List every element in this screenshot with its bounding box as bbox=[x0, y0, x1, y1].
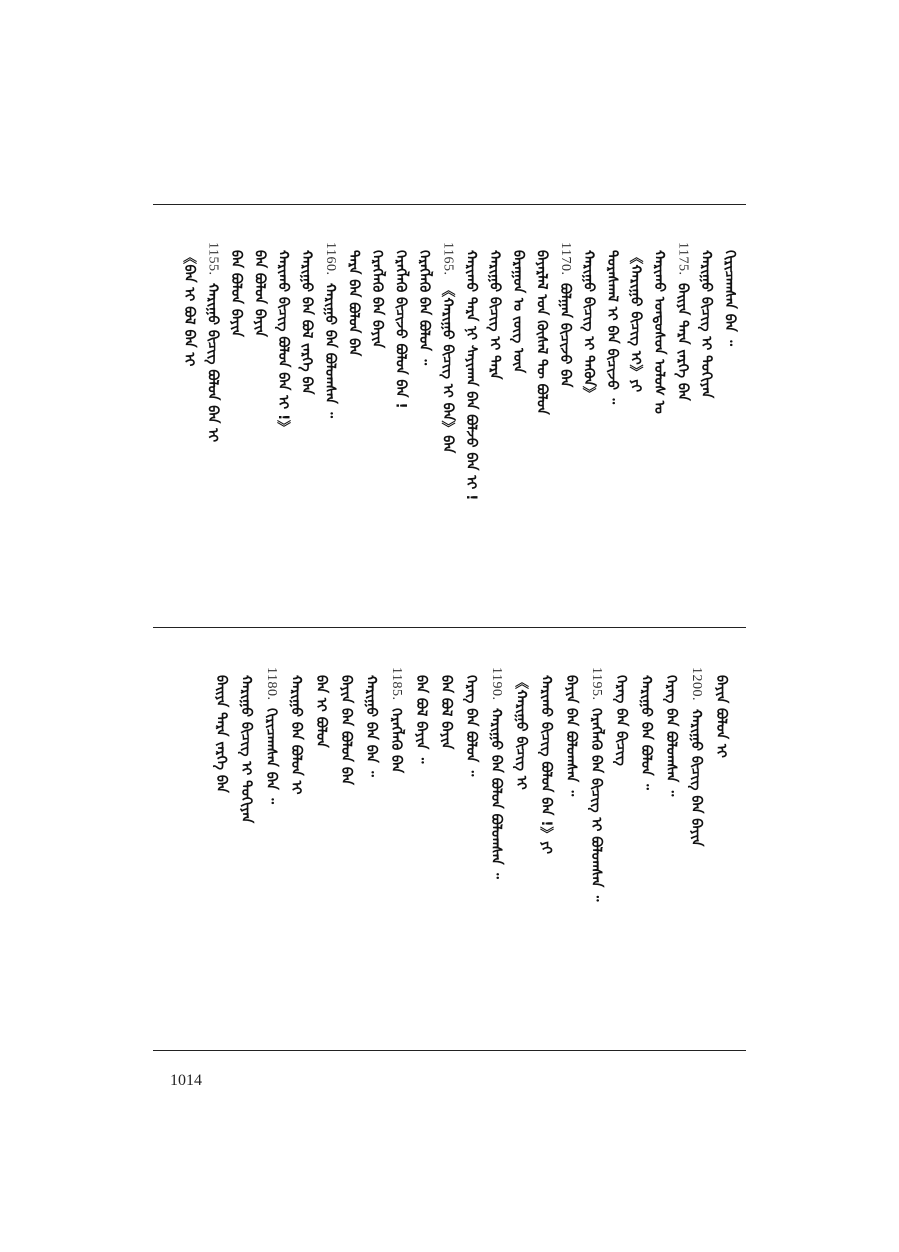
verse-line bbox=[360, 667, 382, 777]
line-text: ᠬᠡᠷᠡᠭᠯᠡᠬᠦ ᠪᠢᠴᠢᠵᠦ ᠪᠣᠯᠤᠨ ᠪᠡᠨ ! bbox=[392, 250, 409, 409]
verse-line bbox=[560, 667, 582, 796]
page-number: 1014 bbox=[170, 1072, 202, 1089]
line-text: ᠬᠠᠷᠢᠭᠤ ᠪᠠᠨ ᠪᠣᠯᠤᠭᠰᠠᠨ ᠃ bbox=[322, 283, 338, 419]
bottom-divider bbox=[153, 1050, 746, 1051]
verse-block-top bbox=[182, 242, 742, 614]
line-text: ᠪᠠᠷᠠᠭᠤᠨ ᠤ ᠵᠦᠭ ᠦᠨ bbox=[510, 250, 526, 374]
line-text: ᠬᠡᠷᠡᠭᠯᠡᠬᠦ ᠪᠠᠨ ᠪᠠᠶᠢᠨ bbox=[369, 250, 385, 349]
line-text: ᠬᠠᠷᠢᠭᠤ ᠪᠠᠨ ᠪᠣᠯᠤᠨ ᠃ bbox=[638, 675, 654, 790]
line-text: 《ᠪᠠᠨ ᠢ ᠪᠣᠯ ᠪᠠᠨ ᠢ bbox=[181, 250, 197, 367]
line-text: ᠪᠠᠨ ᠢ ᠪᠣᠯᠤᠨ bbox=[313, 675, 329, 748]
verse-line bbox=[625, 242, 647, 392]
verse-line bbox=[648, 242, 670, 414]
line-text: ᠪᠠᠶᠢᠨ ᠪᠣᠯᠤᠨ ᠢ bbox=[713, 675, 729, 758]
verse-line bbox=[460, 667, 482, 776]
verse-line bbox=[202, 242, 224, 443]
line-text: ᠬᠢᠷᠢᠴᠠᠭᠰᠠᠨ ᠪᠡᠨ ᠃ bbox=[263, 708, 279, 805]
verse-line bbox=[585, 667, 607, 902]
verse-line bbox=[319, 242, 341, 418]
verse-line bbox=[178, 242, 200, 366]
verse-line bbox=[554, 242, 576, 388]
line-text: ᠬᠠᠷᠢᠭᠤ ᠪᠢᠴᠢᠭ ᠪᠣᠯᠤᠨ ᠪᠡᠨ ᠢ bbox=[204, 283, 221, 443]
verse-line bbox=[685, 667, 707, 846]
verse-line bbox=[695, 242, 717, 398]
verse-line bbox=[719, 242, 741, 346]
verse-line bbox=[660, 667, 682, 796]
line-text: 《ᠬᠠᠷᠢᠭᠤ ᠪᠢᠴᠢᠭ ᠢ ᠪᠠᠨ》ᠪᠠᠨ bbox=[439, 283, 456, 454]
verse-line bbox=[535, 667, 557, 854]
line-number: 1170. bbox=[558, 242, 573, 276]
line-number: 1185. bbox=[389, 667, 404, 701]
line-text: ᠲᠡᠷᠡ ᠪᠠᠨ ᠪᠣᠯᠤᠨ ᠪᠠᠨ bbox=[345, 250, 362, 357]
line-text: ᠬᠡᠷᠡᠭ ᠪᠠᠨ ᠪᠣᠯᠤᠨ ᠃ bbox=[463, 675, 479, 777]
line-text: ᠪᠠᠨ ᠪᠣᠯᠤᠨ ᠪᠠᠶᠢᠨ bbox=[228, 250, 244, 338]
line-text: ᠪᠠᠨ ᠪᠣᠯ ᠪᠠᠶᠢᠨ ᠃ bbox=[413, 675, 429, 764]
line-text: ᠳᠤᠷᠠᠰᠬᠠᠯ ᠢ ᠪᠡᠨ ᠪᠢᠴᠢᠵᠦ ᠃ bbox=[604, 250, 620, 405]
line-text: ᠪᠠᠢᠶᠠ ᠲᠡᠷᠡ ᠵᠡᠷᠭᠡ ᠪᠠᠨ bbox=[213, 675, 229, 793]
verse-block-bottom bbox=[205, 667, 735, 1037]
line-number: 1165. bbox=[440, 242, 456, 276]
verse-line bbox=[507, 242, 529, 373]
line-text: ᠬᠠᠷᠢᠭᠤ ᠪᠢᠴᠢᠭ ᠢ ᠳᠤᠬᠢᠶᠠᠨ bbox=[238, 675, 254, 824]
middle-divider bbox=[153, 627, 746, 628]
line-number: 1180. bbox=[264, 667, 279, 701]
line-text: ᠬᠠᠷᠢᠭᠤ ᠪᠢᠴᠢᠭ ᠢ ᠳᠤᠬᠢᠶᠠᠨ bbox=[698, 250, 714, 399]
line-number: 1175. bbox=[675, 242, 691, 276]
line-text: ᠪᠠᠶᠠᠷᠯᠠᠯ ᠤᠨ ᠬᠦᠰᠡᠯ ᠲᠦ ᠪᠤᠯᠤᠨ bbox=[533, 250, 550, 415]
verse-line bbox=[710, 667, 732, 758]
verse-line bbox=[272, 242, 294, 435]
verse-line bbox=[260, 667, 282, 804]
line-text: ᠬᠡᠷᠡᠭᠯᠡᠬᠦ ᠪᠠᠨ ᠪᠢᠴᠢᠭ ᠢ ᠪᠣᠯᠤᠭᠰᠠᠨ ᠃ bbox=[588, 708, 604, 902]
line-text: ᠬᠠᠷᠢᠭᠤ ᠪᠢᠴᠢᠭ ᠪᠠᠨ ᠪᠠᠶᠢᠨ bbox=[688, 709, 704, 847]
line-number: 1200. bbox=[689, 667, 704, 701]
verse-line bbox=[285, 667, 307, 795]
top-divider bbox=[153, 204, 746, 205]
verse-line bbox=[531, 242, 553, 415]
verse-line bbox=[484, 242, 506, 380]
verse-line bbox=[635, 667, 657, 790]
line-text: ᠬᠠᠷᠢᠬᠤ ᠪᠢᠴᠢᠭ ᠪᠣᠯᠤᠨ ᠪᠡᠨ !》ᠶᠢ bbox=[538, 675, 554, 854]
line-text: ᠬᠠᠷᠢᠭᠤ ᠪᠠᠨ ᠪᠡᠨ ᠃ bbox=[363, 675, 379, 777]
verse-line bbox=[437, 242, 459, 454]
line-text: ᠬᠠᠷᠢᠬᠤ ᠲᠡᠷᠡ ᠨᠢ ᠰᠠᠶᠢᠬᠠᠨ ᠪᠠᠨ ᠪᠣᠯᠵᠤ ᠪᠠᠨ ᠢ ! bbox=[463, 250, 479, 501]
verse-line bbox=[460, 242, 482, 501]
line-text: ᠪᠠᠨ ᠪᠣᠯᠤᠨ ᠪᠠᠶᠢᠨ bbox=[251, 250, 268, 338]
verse-line bbox=[672, 242, 694, 401]
verse-line bbox=[310, 667, 332, 748]
line-number: 1160. bbox=[323, 242, 338, 276]
line-text: ᠬᠠᠷᠢᠭᠤ ᠪᠠᠨ ᠪᠣᠯ ᠵᠡᠷᠭᠡ ᠪᠠᠨ bbox=[298, 250, 315, 395]
verse-line bbox=[510, 667, 532, 790]
verse-line bbox=[235, 667, 257, 823]
verse-line bbox=[410, 667, 432, 764]
line-text: 《ᠬᠠᠷᠢᠭᠤ ᠪᠢᠴᠢᠭ ᠢ bbox=[513, 675, 529, 790]
line-text: ᠪᠠᠶᠢᠨ ᠪᠠᠨ ᠪᠣᠯᠤᠭᠰᠠᠨ ᠃ bbox=[563, 675, 579, 797]
line-text: ᠬᠠᠷᠢᠭᠤ ᠪᠠᠨ ᠪᠣᠯᠤᠨ ᠢ bbox=[288, 675, 304, 795]
line-number: 1155. bbox=[205, 242, 221, 276]
verse-line bbox=[601, 242, 623, 404]
line-text: ᠬᠡᠷᠡᠭᠯᠡᠬᠦ ᠪᠠᠨ bbox=[388, 708, 404, 774]
verse-line bbox=[343, 242, 365, 356]
line-number: 1190. bbox=[489, 667, 504, 701]
verse-line bbox=[610, 667, 632, 766]
verse-line bbox=[413, 242, 435, 365]
verse-line bbox=[485, 667, 507, 879]
line-text: ᠬᠡᠷᠡᠭ ᠪᠠᠨ ᠪᠣᠯᠤᠭᠰᠠᠨ ᠃ bbox=[663, 675, 679, 797]
verse-line bbox=[578, 242, 600, 401]
line-number: 1195. bbox=[589, 667, 604, 701]
line-text: ᠬᠠᠷᠢᠭᠤ ᠪᠢᠴᠢᠭ ᠢ ᠲᠡᠷᠡ bbox=[486, 250, 503, 380]
line-text: ᠪᠠᠶᠢᠨ ᠪᠠᠨ ᠪᠣᠯᠤᠨ ᠪᠠᠨ bbox=[338, 675, 354, 785]
line-text: ᠬᠢᠷᠢᠴᠠᠭᠰᠠᠨ ᠪᠡᠨ ᠃ bbox=[721, 250, 738, 346]
line-text: ᠬᠠᠷᠢᠬᠤ ᠤᠨᠳᠤᠰᠤᠨ ᠤᠯᠤᠰ ᠤ bbox=[651, 250, 667, 414]
line-text: ᠬᠡᠷᠡᠭᠯᠡᠬᠦ ᠪᠠᠨ ᠪᠣᠯᠤᠨ ᠃ bbox=[416, 250, 432, 366]
line-text: ᠬᠠᠷᠢᠭᠤ ᠪᠢᠴᠢᠭ ᠢ ᠲᠡᠭᠦᠨ》 bbox=[580, 250, 597, 401]
verse-line bbox=[390, 242, 412, 409]
verse-line bbox=[385, 667, 407, 774]
line-text: ᠪᠠᠢᠶᠠ ᠲᠡᠷᠡ ᠵᠡᠷᠭᠡ ᠪᠠᠨ bbox=[674, 283, 691, 402]
line-text: ᠬᠠᠷᠢᠭᠤ ᠪᠠᠨ ᠪᠣᠯᠤᠨ ᠪᠣᠯᠤᠭᠰᠠᠨ ᠃ bbox=[488, 708, 504, 880]
verse-line bbox=[249, 242, 271, 337]
line-text: ᠬᠡᠷᠡᠭ ᠪᠠᠨ ᠪᠢᠴᠢᠭ bbox=[613, 675, 629, 766]
verse-line bbox=[210, 667, 232, 793]
verse-line bbox=[366, 242, 388, 348]
verse-line bbox=[296, 242, 318, 395]
line-text: 《ᠬᠠᠷᠢᠭᠤ ᠪᠢᠴᠢᠭ ᠢ》ᠶᠢ bbox=[627, 250, 644, 393]
line-text: ᠪᠣᠯᠭᠠᠨ ᠪᠢᠴᠢᠵᠦ ᠪᠠᠨ bbox=[557, 283, 573, 388]
line-text: ᠪᠠᠨ ᠪᠣᠯ ᠪᠠᠶᠢᠨ bbox=[438, 675, 454, 750]
verse-line bbox=[435, 667, 457, 749]
verse-line bbox=[225, 242, 247, 337]
verse-line bbox=[335, 667, 357, 785]
line-text: ᠬᠠᠷᠢᠬᠤ ᠪᠢᠴᠢᠭ ᠪᠣᠯᠤᠨ ᠪᠡᠨ ᠢ !》 bbox=[275, 250, 291, 435]
